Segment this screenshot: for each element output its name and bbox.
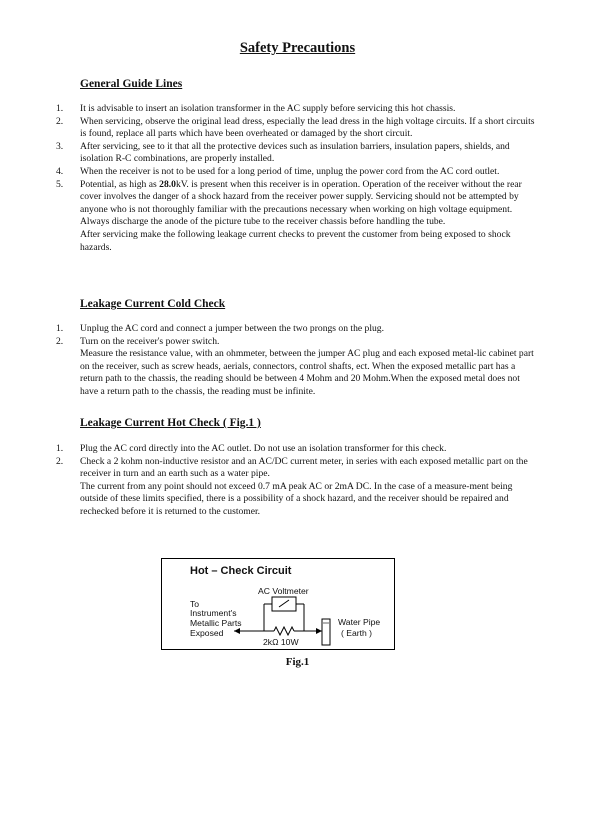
instrument-label-line2: Instrument's — [190, 608, 237, 618]
list-item: 2. When servicing, observe the original lead dress, especially the lead dress in the high voltage circuits. If a short circuits is found, replace all parts which have been overheated or damaged by the short circuit. — [56, 115, 535, 140]
circuit-diagram — [162, 559, 396, 651]
resistor-icon — [274, 627, 294, 635]
list-item: 2. Check a 2 kohm non-inductive resistor and an AC/DC current meter, in series with each exposed metallic part on the receiver in turn and an earth such as a water pipe. The current from any point should not exceed 0.7 mA peak AC or 2mA DC. In the case of a measure-ment being outside of these limits specified, there is a possibility of a shock hazard, and the receiver should be repaired and rechecked before it is returned to the customer. — [56, 455, 528, 517]
arrow-right-icon — [316, 628, 322, 634]
instrument-label-line1: To — [190, 599, 200, 609]
cold-check-list — [56, 323, 536, 399]
list-item: 1. Plug the AC cord directly into the AC outlet. Do not use an isolation transformer for this check. — [56, 443, 447, 454]
voltmeter-label: AC Voltmeter — [258, 586, 309, 596]
list-item: 4. When the receiver is not to be used for a long period of time, unplug the power cord from the AC cord outlet. — [56, 165, 500, 177]
earth-label: ( Earth ) — [341, 628, 373, 638]
list-item: 1. It is advisable to insert an isolation transformer in the AC supply before servicing this hot chassis. — [56, 103, 456, 114]
list-item: 2. Turn on the receiver's power switch. Measure the resistance value, with an ohmmeter, between the jumper AC plug and each exposed metal-lic cabinet part on the receiver, such as screw heads, aerials, connectors, control shafts, ect. When the exposed metallic part has a return path to the chassis, the reading should be between 4 Mohm and 20 Mohm.When the exposed metal does not have a return path to the chassis, the reading must be infinite. — [56, 335, 534, 397]
voltage-value: 28.0 — [159, 178, 176, 190]
section-heading-hot-check: Leakage Current Hot Check ( Fig.1 ) — [80, 417, 261, 429]
list-item: 3. After servicing, see to it that all the protective devices such as insulation barriers, insulation papers, shields, and isolation R-C combinations, are properly installed. — [56, 140, 510, 165]
arrow-left-icon — [234, 628, 240, 634]
water-pipe-label: Water Pipe — [338, 617, 381, 627]
hot-check-list — [56, 443, 536, 519]
section-heading-cold-check: Leakage Current Cold Check — [80, 298, 226, 310]
general-guidelines-list — [56, 103, 536, 254]
voltmeter-needle — [279, 600, 289, 607]
figure-title: Hot – Check Circuit — [190, 565, 292, 577]
instrument-label-line4: Exposed — [190, 628, 224, 638]
list-item: 5. Potential, as high as 28.0kV. is present when this receiver is in operation. Operation of the receiver without the rear cover involves the danger of a shock hazard from the receiver power supply. Servicing should not be attempted by anyone who is not thoroughly familiar with the precautions necessary when working on high voltage equipment. Always discharge the anode of the picture tube to the receiver chassis before handling the tube. After servicing make the following leakage current checks to prevent the customer from being exposed to shock hazards. — [56, 178, 522, 253]
resistor-label: 2kΩ 10W — [263, 637, 299, 647]
page-title: Safety Precautions — [239, 40, 356, 56]
list-item: 1. Unplug the AC cord and connect a jumper between the two prongs on the plug. — [56, 323, 384, 334]
hot-check-circuit-figure — [161, 558, 395, 650]
instrument-label-line3: Metallic Parts — [190, 618, 242, 628]
section-heading-general: General Guide Lines — [80, 78, 183, 90]
figure-caption: Fig.1 — [285, 656, 310, 668]
